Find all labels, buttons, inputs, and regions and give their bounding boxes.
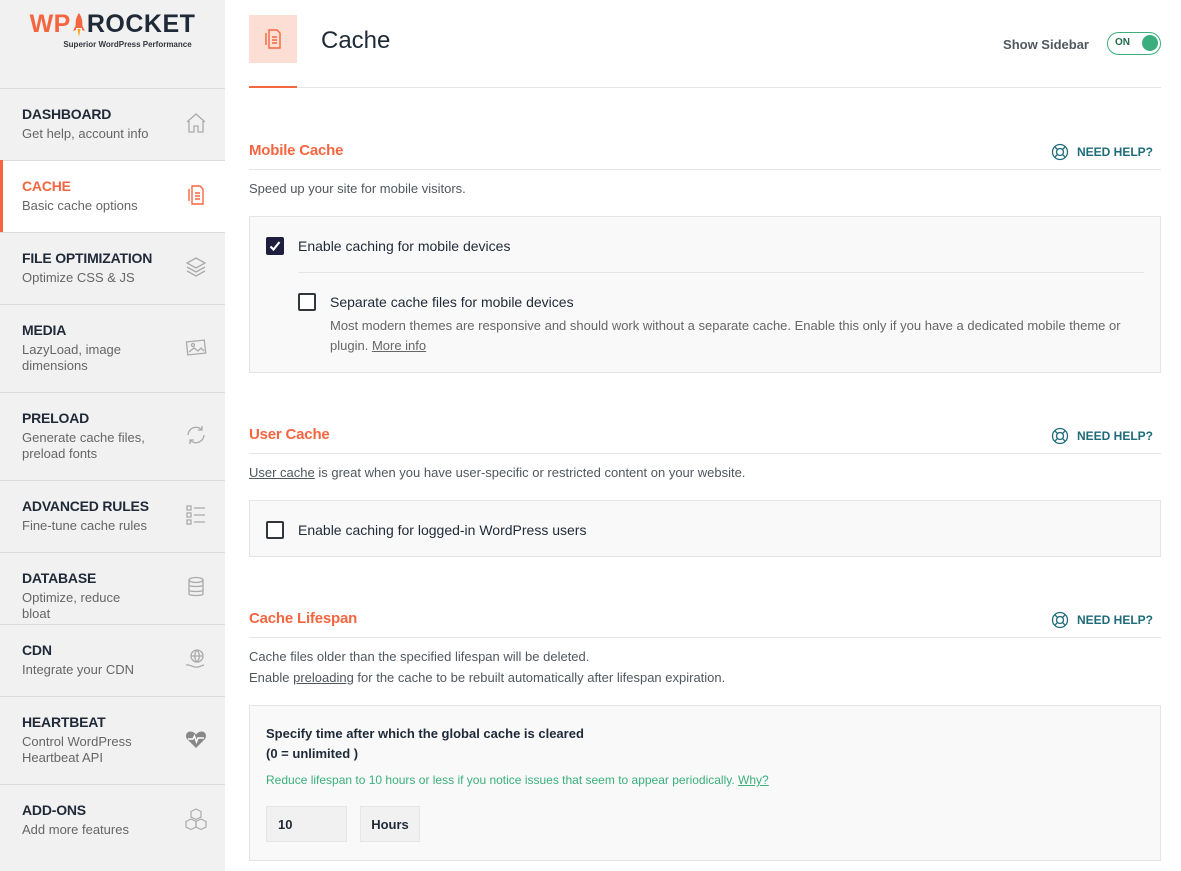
cache-lifespan-section xyxy=(249,604,1161,832)
section-description xyxy=(249,646,1161,688)
sidebar-item-subtitle: Basic cache options xyxy=(22,198,138,213)
logo[interactable] xyxy=(0,0,225,88)
sidebar-item-subtitle: Control WordPress Heartbeat API xyxy=(22,734,132,765)
more-info-link[interactable]: More info xyxy=(371,338,427,353)
lifespan-value-input[interactable] xyxy=(266,806,347,842)
section-title: User Cache xyxy=(249,426,330,443)
show-sidebar-toggle[interactable] xyxy=(1107,32,1161,55)
lifespan-field-label: Specify time after which the global cache is cleared (0 = unlimited ) xyxy=(266,724,584,764)
checklist-icon xyxy=(184,503,208,527)
enable-user-cache-checkbox[interactable] xyxy=(266,521,284,539)
lifebuoy-icon xyxy=(1051,143,1069,161)
sidebar-item-cdn[interactable] xyxy=(0,624,225,696)
sidebar-item-file-optimization[interactable] xyxy=(0,232,225,304)
layers-icon xyxy=(184,255,208,279)
refresh-icon xyxy=(184,423,208,447)
sidebar-item-dashboard[interactable] xyxy=(0,88,225,160)
separate-mobile-cache-checkbox[interactable] xyxy=(298,293,316,311)
sidebar-item-subtitle: Add more features xyxy=(22,822,129,837)
description-text: is great when you have user-specific or restricted content on your website. xyxy=(314,465,746,480)
sidebar-item-title: CACHE xyxy=(22,178,71,194)
sidebar-item-title: ADVANCED RULES xyxy=(22,498,149,514)
sidebar-item-add-ons[interactable] xyxy=(0,784,225,856)
sidebar-item-subtitle: Integrate your CDN xyxy=(22,662,134,677)
home-icon xyxy=(184,111,208,135)
lifespan-hint: Reduce lifespan to 10 hours or less if you notice issues that seem to appear periodically. Why? xyxy=(266,773,769,787)
sidebar-item-cache[interactable] xyxy=(0,160,225,232)
separate-mobile-cache-hint xyxy=(330,316,1130,356)
section-header xyxy=(249,420,1161,454)
enable-mobile-cache-checkbox[interactable] xyxy=(266,237,284,255)
main-content xyxy=(249,0,1161,832)
rocket-icon xyxy=(72,12,86,38)
description-line-1: Cache files older than the specified lifespan will be deleted. xyxy=(249,649,590,664)
need-help-label: NEED HELP? xyxy=(1076,145,1153,159)
toggle-knob xyxy=(1142,35,1158,51)
page-header xyxy=(249,0,1161,88)
sidebar-item-advanced-rules[interactable] xyxy=(0,480,225,552)
why-link[interactable]: Why? xyxy=(738,773,769,787)
sidebar-item-subtitle: Optimize, reduce bloat xyxy=(22,590,121,621)
sidebar-item-title: HEARTBEAT xyxy=(22,714,106,730)
enable-mobile-cache-label: Enable caching for mobile devices xyxy=(298,238,511,254)
lifebuoy-icon xyxy=(1051,427,1069,445)
user-cache-link[interactable]: User cache xyxy=(249,465,315,480)
section-description: Speed up your site for mobile visitors. xyxy=(249,181,466,196)
divider xyxy=(298,272,1144,273)
need-help-link[interactable] xyxy=(1051,427,1153,445)
image-icon xyxy=(184,335,208,359)
globe-hand-icon xyxy=(184,647,208,671)
need-help-link[interactable] xyxy=(1051,611,1153,629)
sidebar-item-subtitle: Get help, account info xyxy=(22,126,149,141)
sidebar-item-preload[interactable] xyxy=(0,392,225,480)
header-underline xyxy=(249,86,297,88)
cache-lifespan-options-box xyxy=(249,705,1161,861)
sidebar-item-subtitle: Optimize CSS & JS xyxy=(22,270,135,285)
lifespan-field-sublabel: (0 = unlimited ) xyxy=(266,746,359,761)
sidebar-item-subtitle: Generate cache files, preload fonts xyxy=(22,430,145,461)
section-header xyxy=(249,604,1161,638)
heartbeat-icon xyxy=(184,727,208,751)
separate-mobile-cache-label: Separate cache files for mobile devices xyxy=(330,294,574,310)
section-title: Mobile Cache xyxy=(249,142,344,159)
user-cache-section xyxy=(249,420,1161,538)
cache-document-icon xyxy=(261,27,285,51)
mobile-cache-section xyxy=(249,136,1161,353)
section-title: Cache Lifespan xyxy=(249,610,358,627)
sidebar-item-title: CDN xyxy=(22,642,52,658)
database-icon xyxy=(184,575,208,599)
logo-tagline: Superior WordPress Performance xyxy=(63,40,192,49)
hint-text: Most modern themes are responsive and should work without a separate cache. Enable this only if you have a dedicated mobile theme or plugin. xyxy=(330,318,1121,353)
toggle-state-label: ON xyxy=(1115,37,1130,48)
sidebar-item-title: FILE OPTIMIZATION xyxy=(22,250,153,266)
enable-user-cache-label: Enable caching for logged-in WordPress users xyxy=(298,522,587,538)
description-line-2: Enable preloading for the cache to be rebuilt automatically after lifespan expiration. xyxy=(249,670,726,685)
cubes-icon xyxy=(184,807,208,831)
sidebar xyxy=(0,0,225,871)
logo-rocket-text: ROCKET xyxy=(86,10,196,38)
lifebuoy-icon xyxy=(1051,611,1069,629)
cache-document-icon xyxy=(184,183,208,207)
need-help-label: NEED HELP? xyxy=(1076,429,1153,443)
mobile-cache-options-box xyxy=(249,216,1161,373)
preloading-link[interactable]: preloading xyxy=(293,670,354,685)
sidebar-item-media[interactable] xyxy=(0,304,225,392)
sidebar-item-title: PRELOAD xyxy=(22,410,90,426)
section-header xyxy=(249,136,1161,170)
lifespan-unit-select[interactable]: Hours xyxy=(360,806,420,842)
user-cache-options-box xyxy=(249,500,1161,557)
page-title: Cache xyxy=(321,27,391,54)
show-sidebar-label: Show Sidebar xyxy=(1003,37,1089,52)
sidebar-item-title: DASHBOARD xyxy=(22,106,112,122)
sidebar-item-heartbeat[interactable] xyxy=(0,696,225,784)
header-icon-box xyxy=(249,15,297,63)
sidebar-item-title: ADD-ONS xyxy=(22,802,86,818)
sidebar-item-database[interactable] xyxy=(0,552,225,624)
logo-wp: WP xyxy=(29,10,71,38)
checkmark-icon xyxy=(268,239,282,253)
need-help-label: NEED HELP? xyxy=(1076,613,1153,627)
need-help-link[interactable] xyxy=(1051,143,1153,161)
sidebar-item-subtitle: LazyLoad, image dimensions xyxy=(22,342,122,373)
sidebar-item-title: MEDIA xyxy=(22,322,67,338)
sidebar-item-title: DATABASE xyxy=(22,570,97,586)
sidebar-item-subtitle: Fine-tune cache rules xyxy=(22,518,148,533)
section-description xyxy=(249,462,1161,483)
